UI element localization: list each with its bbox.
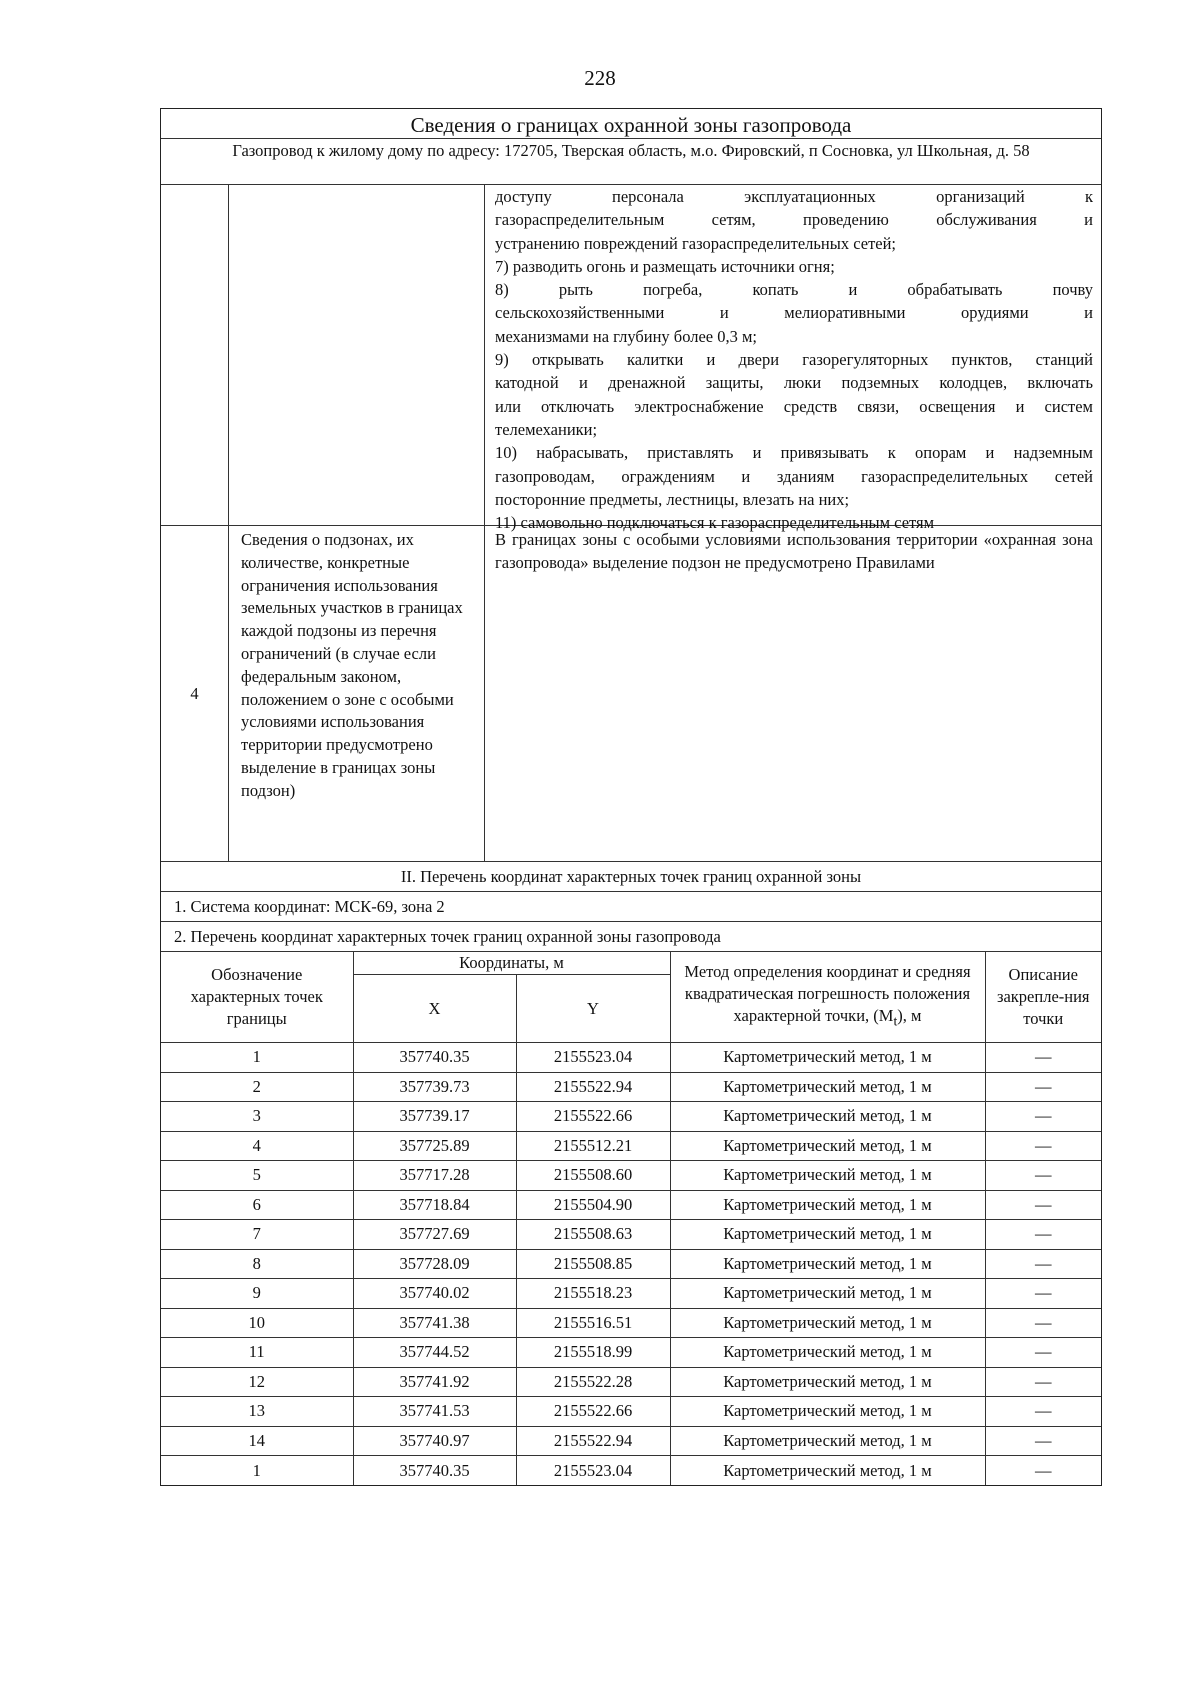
method-cell: Картометрический метод, 1 м bbox=[670, 1367, 985, 1397]
header-x: X bbox=[353, 975, 516, 1043]
method-cell: Картометрический метод, 1 м bbox=[670, 1249, 985, 1279]
x-cell: 357727.69 bbox=[353, 1220, 516, 1250]
fixation-cell: — bbox=[985, 1338, 1101, 1368]
table-row bbox=[161, 1367, 1101, 1397]
y-cell: 2155523.04 bbox=[516, 1456, 670, 1486]
y-cell: 2155522.94 bbox=[516, 1072, 670, 1102]
y-cell: 2155508.85 bbox=[516, 1249, 670, 1279]
header-point: Обозначение характерных точек границы bbox=[161, 952, 353, 1043]
x-cell: 357739.17 bbox=[353, 1102, 516, 1132]
fixation-cell: — bbox=[985, 1279, 1101, 1309]
y-cell: 2155512.21 bbox=[516, 1131, 670, 1161]
x-cell: 357741.53 bbox=[353, 1397, 516, 1427]
restriction-line: 7) разводить огонь и размещать источники огня; bbox=[495, 256, 835, 276]
x-cell: 357740.35 bbox=[353, 1043, 516, 1073]
header-coords: Координаты, м bbox=[353, 952, 670, 975]
coordinates-table-wrap bbox=[161, 952, 1101, 1485]
x-cell: 357744.52 bbox=[353, 1338, 516, 1368]
fixation-cell: — bbox=[985, 1249, 1101, 1279]
method-cell: Картометрический метод, 1 м bbox=[670, 1190, 985, 1220]
table-row bbox=[161, 1308, 1101, 1338]
x-cell: 357740.97 bbox=[353, 1426, 516, 1456]
restriction-line: механизмами на глубину более 0,3 м; bbox=[495, 326, 758, 346]
method-cell: Картометрический метод, 1 м bbox=[670, 1102, 985, 1132]
point-cell: 14 bbox=[161, 1426, 353, 1456]
method-cell: Картометрический метод, 1 м bbox=[670, 1220, 985, 1250]
point-cell: 10 bbox=[161, 1308, 353, 1338]
table-row bbox=[161, 1161, 1101, 1191]
pipeline-address: Газопровод к жилому дому по адресу: 172705, Тверская область, м.о. Фировский, п Сосновка, ул Школьная, д. 58 bbox=[161, 139, 1101, 185]
coordinates-list-title: 2. Перечень координат характерных точек границ охранной зоны газопровода bbox=[161, 922, 1101, 952]
x-cell: 357717.28 bbox=[353, 1161, 516, 1191]
table-row bbox=[161, 1072, 1101, 1102]
restriction-line: устранению повреждений газораспределительных сетей; bbox=[495, 233, 897, 253]
table-row bbox=[161, 1131, 1101, 1161]
restriction-line: газораспределительным сетям, проведению обслуживания и bbox=[495, 210, 1093, 230]
table-row bbox=[161, 1338, 1101, 1368]
y-cell: 2155518.23 bbox=[516, 1279, 670, 1309]
point-cell: 4 bbox=[161, 1131, 353, 1161]
point-cell: 8 bbox=[161, 1249, 353, 1279]
table-row bbox=[161, 1456, 1101, 1486]
coordinates-table bbox=[161, 952, 1101, 1485]
method-cell: Картометрический метод, 1 м bbox=[670, 1279, 985, 1309]
table-row bbox=[161, 1249, 1101, 1279]
x-cell: 357741.92 bbox=[353, 1367, 516, 1397]
point-cell: 13 bbox=[161, 1397, 353, 1427]
table-row bbox=[161, 1190, 1101, 1220]
x-cell: 357728.09 bbox=[353, 1249, 516, 1279]
y-cell: 2155522.94 bbox=[516, 1426, 670, 1456]
fixation-cell: — bbox=[985, 1161, 1101, 1191]
fixation-cell: — bbox=[985, 1308, 1101, 1338]
restriction-line: 11) самовольно подключаться к газораспределительным сетям bbox=[495, 513, 935, 533]
method-cell: Картометрический метод, 1 м bbox=[670, 1072, 985, 1102]
table-row bbox=[161, 1397, 1101, 1427]
method-cell: Картометрический метод, 1 м bbox=[670, 1043, 985, 1073]
method-cell: Картометрический метод, 1 м bbox=[670, 1426, 985, 1456]
fixation-cell: — bbox=[985, 1397, 1101, 1427]
method-cell: Картометрический метод, 1 м bbox=[670, 1338, 985, 1368]
fixation-cell: — bbox=[985, 1043, 1101, 1073]
point-cell: 11 bbox=[161, 1338, 353, 1368]
y-cell: 2155516.51 bbox=[516, 1308, 670, 1338]
point-cell: 6 bbox=[161, 1190, 353, 1220]
x-cell: 357739.73 bbox=[353, 1072, 516, 1102]
restriction-line: доступу персонала эксплуатационных организаций к bbox=[495, 187, 1093, 206]
fixation-cell: — bbox=[985, 1220, 1101, 1250]
y-cell: 2155522.66 bbox=[516, 1397, 670, 1427]
restriction-line: 10) набрасывать, приставлять и привязывать к опорам и надземным bbox=[495, 443, 1093, 463]
method-cell: Картометрический метод, 1 м bbox=[670, 1308, 985, 1338]
restriction-line: катодной и дренажной защиты, люки подземных колодцев, включать bbox=[495, 373, 1093, 393]
header-method-sub: t bbox=[893, 1013, 898, 1029]
restriction-line: посторонние предметы, лестницы, влезать на них; bbox=[495, 489, 850, 509]
restrictions-continuation-row bbox=[161, 185, 1101, 533]
method-cell: Картометрический метод, 1 м bbox=[670, 1131, 985, 1161]
page-number: 228 bbox=[584, 66, 616, 90]
zone-info-table bbox=[160, 108, 1102, 1486]
point-cell: 9 bbox=[161, 1279, 353, 1309]
x-cell: 357740.35 bbox=[353, 1456, 516, 1486]
header-method-end: ), м bbox=[897, 1006, 922, 1026]
header-method bbox=[670, 952, 985, 1043]
restriction-line: или отключать электроснабжение средств связи, освещения и систем bbox=[495, 396, 1093, 416]
fixation-cell: — bbox=[985, 1102, 1101, 1132]
restriction-line: газопроводам, ограждениям и зданиям газораспределительных сетей bbox=[495, 466, 1093, 486]
row-name-cell bbox=[229, 185, 485, 525]
restrictions-text bbox=[485, 185, 1101, 533]
point-cell: 7 bbox=[161, 1220, 353, 1250]
x-cell: 357740.02 bbox=[353, 1279, 516, 1309]
table-row bbox=[161, 1043, 1101, 1073]
header-y: Y bbox=[516, 975, 670, 1043]
method-cell: Картометрический метод, 1 м bbox=[670, 1161, 985, 1191]
x-cell: 357718.84 bbox=[353, 1190, 516, 1220]
method-cell: Картометрический метод, 1 м bbox=[670, 1456, 985, 1486]
fixation-cell: — bbox=[985, 1072, 1101, 1102]
fixation-cell: — bbox=[985, 1367, 1101, 1397]
header-fixation: Описание закрепле-ния точки bbox=[985, 952, 1101, 1043]
subzones-description: В границах зоны с особыми условиями использования территории «охранная зона газопровода» выделение подзон не предусмотрено Правилами bbox=[495, 530, 1093, 572]
subzones-row bbox=[161, 526, 1101, 862]
restriction-line: телемеханики; bbox=[495, 419, 598, 439]
restriction-line: 9) открывать калитки и двери газорегуляторных пунктов, станций bbox=[495, 350, 1093, 370]
point-cell: 2 bbox=[161, 1072, 353, 1102]
fixation-cell: — bbox=[985, 1456, 1101, 1486]
x-cell: 357741.38 bbox=[353, 1308, 516, 1338]
fixation-cell: — bbox=[985, 1426, 1101, 1456]
table-title: Сведения о границах охранной зоны газопровода bbox=[161, 109, 1101, 139]
x-cell: 357725.89 bbox=[353, 1131, 516, 1161]
y-cell: 2155522.66 bbox=[516, 1102, 670, 1132]
y-cell: 2155508.63 bbox=[516, 1220, 670, 1250]
y-cell: 2155504.90 bbox=[516, 1190, 670, 1220]
subzones-name: Сведения о подзонах, их количестве, конкретные ограничения использования земельных участков в границах каждой подзоны из перечня ограничений (в случае если федеральным законом, положением о зоне с особыми условиями использования территории предусмотрено выделение в границах зоны подзон) bbox=[229, 526, 485, 861]
y-cell: 2155518.99 bbox=[516, 1338, 670, 1368]
table-row bbox=[161, 1279, 1101, 1309]
fixation-cell: — bbox=[985, 1190, 1101, 1220]
y-cell: 2155508.60 bbox=[516, 1161, 670, 1191]
point-cell: 1 bbox=[161, 1043, 353, 1073]
header-method-text: Метод определения координат и средняя квадратическая погрешность положения характерной точки, (M bbox=[684, 962, 971, 1026]
y-cell: 2155523.04 bbox=[516, 1043, 670, 1073]
point-cell: 12 bbox=[161, 1367, 353, 1397]
fixation-cell: — bbox=[985, 1131, 1101, 1161]
table-row bbox=[161, 1220, 1101, 1250]
subzones-number: 4 bbox=[161, 526, 229, 861]
section-ii-title: II. Перечень координат характерных точек границ охранной зоны bbox=[161, 862, 1101, 892]
point-cell: 5 bbox=[161, 1161, 353, 1191]
point-cell: 3 bbox=[161, 1102, 353, 1132]
row-number-cell bbox=[161, 185, 229, 525]
point-cell: 1 bbox=[161, 1456, 353, 1486]
y-cell: 2155522.28 bbox=[516, 1367, 670, 1397]
restriction-line: 8) рыть погреба, копать и обрабатывать почву bbox=[495, 280, 1093, 300]
table-row bbox=[161, 1102, 1101, 1132]
coordinate-system: 1. Система координат: МСК-69, зона 2 bbox=[161, 892, 1101, 922]
restriction-line: сельскохозяйственными и мелиоративными орудиями и bbox=[495, 303, 1093, 323]
method-cell: Картометрический метод, 1 м bbox=[670, 1397, 985, 1427]
table-row bbox=[161, 1426, 1101, 1456]
